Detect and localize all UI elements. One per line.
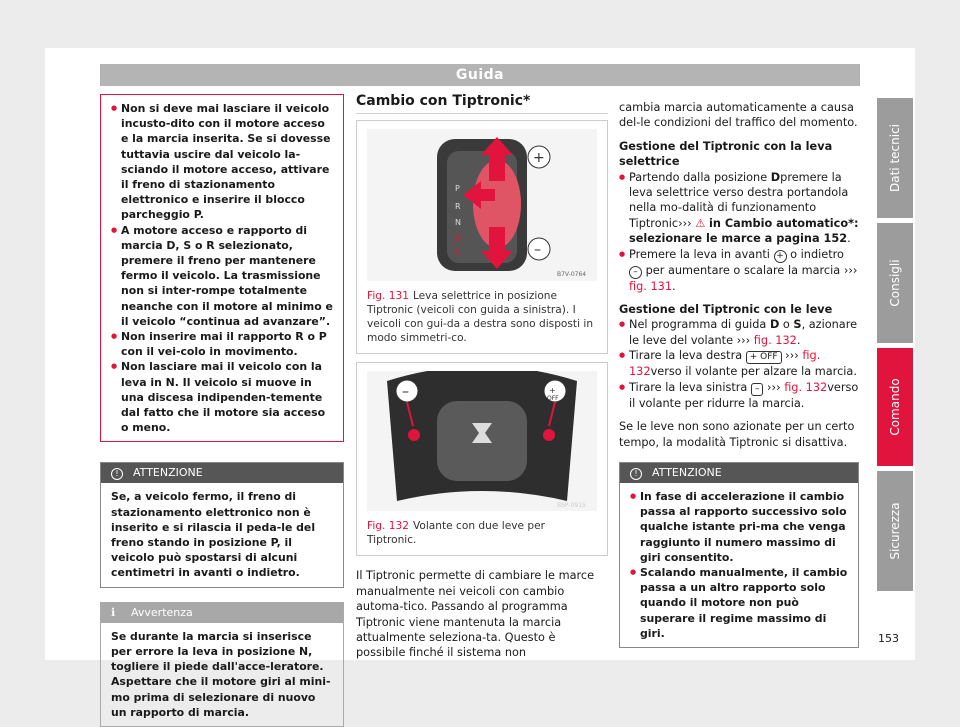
column-3: [619, 100, 859, 648]
list-item: ● Scalando manualmente, il cambio passa a un altro rapporto solo quando il motore non può superare il regime massimo di giri.: [630, 565, 848, 641]
attention-text: Se, a veicolo fermo, il freno di stazionamento elettronico non è inserito e si rilascia il peda-le del freno stando in posizione P, il veicolo può spostarsi di alcuni centimetri in avanti o indietro.: [111, 490, 316, 580]
text: Partendo dalla posizione: [629, 170, 771, 184]
note-box: [100, 602, 344, 727]
text: o indietro: [790, 247, 844, 261]
list-item: ● Premere la leva in avanti + o indietro – per aumentare o scalare la marcia ››› fig. 131.: [619, 247, 859, 294]
figure-link[interactable]: fig. 131: [629, 279, 673, 293]
arrow-icon: ›››: [678, 216, 692, 230]
list-item: ● Non lasciare mai il veicolo con la leva in N. Il veicolo si muove in una discesa indipenden-temente dal fatto che il motore sia acceso o meno.: [111, 359, 333, 435]
attention-box: [100, 462, 344, 587]
svg-text:–: –: [534, 242, 541, 259]
minus-icon: –: [629, 266, 642, 279]
warning-box: [100, 94, 344, 442]
tab-label: Dati tecnici: [888, 123, 902, 193]
section-title: Cambio con Tiptronic*: [356, 94, 608, 114]
list-item: ● Non inserire mai il rapporto R o P con il vei-colo in movimento.: [111, 329, 333, 359]
text: verso il volante per alzare la marcia.: [650, 365, 857, 379]
text: Tirare la leva sinistra: [629, 380, 748, 394]
steering-wheel-svg: [367, 371, 597, 511]
svg-text:R: R: [455, 202, 461, 212]
svg-text:D: D: [455, 234, 462, 244]
tab-sicurezza[interactable]: [877, 471, 913, 591]
gear-lever-illustration: [367, 129, 597, 281]
tab-comando[interactable]: [877, 348, 913, 466]
text: , azionare le leve del volante: [629, 318, 858, 347]
attention-title: ATTENZIONE: [133, 466, 203, 480]
caption-text: Leva selettrice in posizione Tiptronic (veicoli con guida a sinistra). I veicoli con gui-da a destra sono disposti in modo simmetri-co.: [367, 290, 594, 345]
body-text: Se le leve non sono azionate per un certo tempo, la modalità Tiptronic si disattiva.: [619, 420, 855, 449]
text: Nel programma di guida: [629, 318, 770, 332]
intro-text: cambia marcia automaticamente a causa del-le condizioni del traffico del momento.: [619, 101, 858, 130]
list-item: [619, 348, 859, 379]
key-plus-off: + OFF: [746, 351, 782, 364]
key-minus: –: [751, 383, 764, 396]
figure-link[interactable]: fig. 132: [784, 380, 828, 394]
steering-wheel-illustration: [367, 371, 597, 511]
text: D: [769, 318, 780, 332]
plus-icon: +: [774, 250, 787, 263]
attention-header: [101, 463, 343, 483]
arrow-icon: ›››: [736, 333, 751, 347]
svg-text:OFF: OFF: [547, 395, 559, 403]
caption-text: Volante con due leve per Tiptronic.: [367, 520, 545, 547]
tab-label: Consigli: [888, 259, 902, 307]
figure-link[interactable]: fig. 132: [753, 333, 797, 347]
list-item: ● Partendo dalla posizione Dpremere la leva selettrice verso destra portandola nella mo-dalità di funzionamento Tiptronic››› ⚠ in Cambio automatico*: selezionare le marce a pagina 152.: [619, 170, 859, 247]
svg-text:–: –: [402, 384, 409, 401]
tab-consigli[interactable]: [877, 223, 913, 343]
text: D: [770, 170, 781, 184]
tab-label: Sicurezza: [888, 502, 902, 560]
attention-body: [620, 483, 858, 647]
text: per aumentare o scalare la marcia: [645, 263, 841, 277]
figure-link[interactable]: fig. 132: [629, 349, 821, 379]
figure-131: [356, 120, 608, 354]
alert-icon: !: [111, 468, 123, 480]
figure-code: B5P-0915: [557, 502, 586, 510]
subheading: Gestione del Tiptronic con la leva selettrice: [619, 139, 833, 169]
column-2: [356, 94, 608, 661]
list-item: ● In fase di accelerazione il cambio passa al rapporto successivo solo qualche istante pri-ma che venga raggiunto il numero massimo di giri consentito.: [630, 489, 848, 565]
note-title: Avvertenza: [131, 605, 193, 619]
svg-text:+: +: [549, 386, 556, 396]
list-item: ● Nel programma di guida D o S, azionare le leve del volante ››› fig. 132.: [619, 317, 859, 348]
text: Tirare la leva destra: [629, 349, 743, 363]
warning-icon: ⚠: [695, 216, 706, 230]
list-item: [619, 380, 859, 411]
arrow-icon: ›››: [785, 349, 799, 363]
page-number: 153: [878, 632, 899, 645]
list-item: ● Non si deve mai lasciare il veicolo incusto-dito con il motore acceso e la marcia inserita. Se si dovesse tuttavia uscire dal veicolo la-sciando il motore acceso, attivare il freno di stazionamento elettronico e inserire il blocco parcheggio P.: [111, 101, 333, 223]
gear-lever-svg: [367, 129, 597, 281]
subheading: Gestione del Tiptronic con le leve: [619, 303, 833, 317]
arrow-icon: ›››: [767, 380, 781, 394]
figure-132: [356, 362, 608, 556]
figure-code: B7V-0764: [557, 271, 587, 279]
text: Premere la leva in avanti: [629, 247, 770, 261]
figure-caption: [367, 289, 597, 345]
tab-dati-tecnici[interactable]: [877, 98, 913, 218]
tab-label: Comando: [888, 378, 902, 436]
column-1: [100, 94, 344, 727]
figure-number: Fig. 132: [367, 520, 409, 533]
info-icon: ℹ: [111, 605, 116, 619]
note-text: Se durante la marcia si inserisce per errore la leva in posizione N, togliere il piede dall'acce-leratore. Aspettare che il motore giri al mini-mo prima di selezionare di nuovo un rapporto di marcia.: [111, 629, 331, 719]
attention-title: ATTENZIONE: [652, 465, 722, 479]
svg-text:P: P: [455, 184, 460, 194]
body-text: Il Tiptronic permette di cambiare le marce manualmente nei veicoli con cambio automa-tico. Passando al programma Tiptronic viene mantenuta la marcia attualmente seleziona-ta. Questo è possibile finché il sistema non: [356, 569, 595, 660]
attention-header: [620, 463, 858, 483]
page-header: Guida: [100, 64, 860, 86]
figure-caption: [367, 519, 597, 547]
svg-text:N: N: [455, 218, 461, 228]
list-item: ● A motore acceso e rapporto di marcia D, S o R selezionato, premere il freno per mantenere fermo il veicolo. La trasmissione non si inter-rompe totalmente neanche con il motore al minimo e il veicolo “continua ad avanzare”.: [111, 223, 333, 329]
arrow-icon: ›››: [843, 263, 858, 277]
text: premere la leva selettrice verso destra portandola nella mo-dalità di funzionamento Tiptronic: [629, 170, 849, 230]
text: verso il volante per ridurre la marcia.: [629, 380, 859, 410]
alert-icon: !: [630, 468, 642, 480]
cross-reference-link[interactable]: in Cambio automatico*: selezionare le marce a pagina 152: [629, 216, 859, 246]
figure-number: Fig. 131: [367, 290, 409, 303]
text: o: [779, 318, 794, 332]
svg-text:+: +: [533, 150, 545, 167]
attention-box: [619, 462, 859, 648]
svg-text:S: S: [455, 248, 461, 258]
text: S: [793, 318, 802, 332]
note-header: [101, 603, 343, 623]
